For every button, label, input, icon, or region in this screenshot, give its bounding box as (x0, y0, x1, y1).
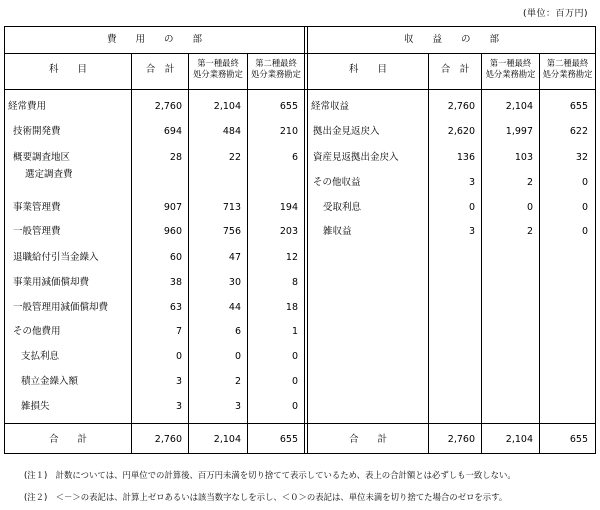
revenue-c2: 0 (581, 226, 588, 237)
revenue-total: 3 (468, 177, 475, 188)
col1-header-line2: 処分業務勘定 (193, 69, 243, 79)
expense-c1: 0 (234, 351, 241, 362)
revenue-label: 資産見返拠出金戻入 (313, 152, 399, 163)
expense-grand-c2: 655 (279, 434, 298, 445)
col2-header (540, 58, 595, 80)
revenue-label: 経常収益 (311, 101, 350, 112)
expense-c1: 30 (228, 277, 241, 288)
col1-header (482, 58, 539, 80)
expense-c1: 47 (228, 252, 241, 263)
col2-header-line2: 処分業務勘定 (251, 69, 301, 79)
expense-c2: 18 (285, 302, 298, 313)
revenue-c2: 655 (569, 101, 588, 112)
col1-header-line2: 処分業務勘定 (485, 69, 536, 79)
col2-header-line1: 第二種最終 (255, 58, 297, 68)
expense-label: 退職給付引当金繰入 (13, 252, 99, 263)
revenue-total: 0 (468, 202, 475, 213)
expense-c2: 0 (291, 401, 298, 412)
revenue-c1: 2 (526, 177, 533, 188)
revenue-grand-c2: 655 (569, 434, 588, 445)
expense-label: 経常費用 (8, 101, 47, 112)
section-divider (307, 27, 308, 453)
expense-c2: 203 (279, 226, 298, 237)
header-divider (5, 53, 595, 54)
subject-header: 科 目 (348, 64, 387, 75)
expense-total: 3 (175, 401, 182, 412)
expense-c1: 484 (222, 126, 241, 137)
expense-total: 60 (169, 252, 182, 263)
header-bottom (5, 89, 595, 90)
financial-table (4, 26, 596, 454)
section-divider (304, 27, 305, 453)
expense-c1: 3 (234, 401, 241, 412)
col1-header-line1: 第一種最終 (489, 58, 532, 68)
expense-label: 一般管理用減価償却費 (13, 302, 109, 313)
expense-total: 2,760 (154, 101, 182, 112)
expense-c2: 1 (291, 326, 298, 337)
expense-label: 一般管理費 (13, 226, 61, 237)
expense-label: 積立金繰入額 (21, 376, 79, 387)
revenue-c1: 1,997 (505, 126, 533, 137)
revenue-grand-total: 2,760 (447, 434, 475, 445)
total-header: 合 計 (440, 64, 470, 75)
expense-c2: 210 (279, 126, 298, 137)
expense-c1: 756 (222, 226, 241, 237)
expense-label: その他費用 (13, 326, 61, 337)
revenue-c1: 2 (526, 226, 533, 237)
revenue-grand-total-label: 合 計 (348, 434, 387, 445)
subject-header: 科 目 (48, 64, 87, 75)
expense-label: 事業管理費 (13, 202, 61, 213)
revenue-c1: 0 (526, 202, 533, 213)
revenue-grand-c1: 2,104 (505, 434, 533, 445)
expense-total: 7 (175, 326, 182, 337)
col1-header-line1: 第一種最終 (197, 58, 239, 68)
expense-grand-total-label: 合 計 (48, 434, 87, 445)
expense-c2: 6 (291, 152, 298, 163)
expense-total: 3 (175, 376, 182, 387)
revenue-c2: 0 (581, 177, 588, 188)
expense-total: 38 (169, 277, 182, 288)
revenue-label: 拠出金見返戻入 (313, 126, 380, 137)
note-2: (注２) ＜－＞の表記は、計算上ゼロあるいは該当数字なしを示し、＜０＞の表記は、単位未満を切り捨てた場合のゼロを示す。 (24, 492, 508, 502)
expense-c1: 6 (234, 326, 241, 337)
col2-header-line2: 処分業務勘定 (542, 69, 593, 79)
expense-total: 960 (163, 226, 182, 237)
expense-label: 事業用減価償却費 (13, 277, 90, 288)
expense-label-line2: 選定調査費 (25, 169, 73, 180)
revenue-section-header: 収 益 の 部 (403, 34, 499, 45)
col-divider (428, 53, 429, 453)
expense-total: 63 (169, 302, 182, 313)
expense-c1: 2,104 (213, 101, 241, 112)
expense-label: 概要調査地区 (13, 152, 71, 163)
expense-total: 907 (163, 202, 182, 213)
col-divider (481, 53, 482, 453)
total-row-divider (5, 423, 595, 424)
expense-label: 支払利息 (21, 351, 60, 362)
expense-grand-c1: 2,104 (213, 434, 241, 445)
expense-total: 0 (175, 351, 182, 362)
revenue-label: 雑収益 (323, 226, 352, 237)
expense-grand-total: 2,760 (154, 434, 182, 445)
expense-c1: 44 (228, 302, 241, 313)
revenue-c1: 2,104 (505, 101, 533, 112)
revenue-total: 2,620 (447, 126, 475, 137)
unit-label: (単位：百万円) (522, 9, 588, 19)
col2-header (248, 58, 304, 80)
expense-label: 雑損失 (21, 401, 50, 412)
revenue-c2: 622 (569, 126, 588, 137)
revenue-c2: 0 (581, 202, 588, 213)
note-1: (注１) 計数については、円単位での計算後、百万円未満を切り捨てて表示しているため、表上の合計額とは必ずしも一致しない。 (24, 470, 516, 480)
expense-total: 28 (169, 152, 182, 163)
expense-c1: 713 (222, 202, 241, 213)
expense-c1: 2 (234, 376, 241, 387)
revenue-label: その他収益 (313, 177, 361, 188)
expense-c2: 0 (291, 376, 298, 387)
col2-header-line1: 第二種最終 (546, 58, 589, 68)
expense-total: 694 (163, 126, 182, 137)
revenue-total: 2,760 (447, 101, 475, 112)
expense-c1: 22 (228, 152, 241, 163)
expense-c2: 655 (279, 101, 298, 112)
expense-c2: 12 (285, 252, 298, 263)
expense-c2: 8 (291, 277, 298, 288)
revenue-c2: 32 (575, 152, 588, 163)
expense-section-header: 費 用 の 部 (106, 34, 202, 45)
expense-c2: 0 (291, 351, 298, 362)
revenue-total: 136 (456, 152, 475, 163)
col1-header (189, 58, 247, 80)
revenue-c1: 103 (514, 152, 533, 163)
expense-label: 技術開発費 (13, 126, 61, 137)
total-header: 合 計 (145, 64, 175, 75)
revenue-total: 3 (468, 226, 475, 237)
expense-c2: 194 (279, 202, 298, 213)
revenue-label: 受取利息 (323, 202, 362, 213)
col-divider (539, 53, 540, 453)
